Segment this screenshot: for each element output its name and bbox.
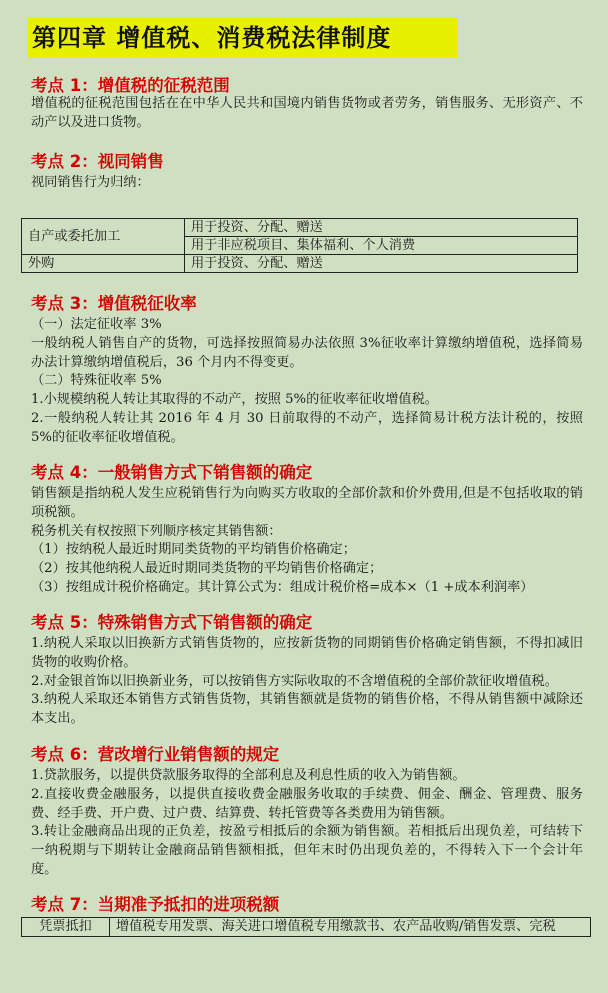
paragraph: 2.一般纳税人转让其 2016 年 4 月 30 日前取得的不动产，选择简易计税方法计税的，按照 5%的征收率征收增值税。 (31, 410, 583, 445)
paragraph: 1.纳税人采取以旧换新方式销售货物的，应按新货物的同期销售价格确定销售额，不得扣减旧货物的收购价格。 (31, 636, 583, 670)
paragraph: 一般纳税人销售自产的货物，可选择按照简易办法依照 3%征收率计算缴纳增值税，选择简易办法计算缴纳增值税后，36 个月内不得变更。 (31, 335, 583, 370)
deemed-sales-table (21, 218, 578, 273)
table-cell: 用于投资、分配、赠送 (185, 219, 578, 237)
section-1-text: 增值税的征税范围包括在在中华人民共和国境内销售货物或者劳务，销售服务、无形资产、不动产以及进口货物。 (31, 96, 583, 130)
paragraph: （2）按其他纳税人最近时期同类货物的平均销售价格确定； (31, 561, 383, 577)
paragraph: （1）按纳税人最近时期同类货物的平均销售价格确定； (31, 542, 356, 558)
paragraph: 1.贷款服务，以提供贷款服务取得的全部利息及利息性质的收入为销售额。 (31, 768, 466, 783)
section-5-heading: 考点 5：特殊销售方式下销售额的确定 (31, 613, 313, 632)
section-5-body (31, 635, 583, 729)
paragraph: 2.直接收费金融服务，以提供直接收费金融服务收取的手续费、佣金、酬金、管理费、服务费、经手费、开户费、过户费、结算费、转托管费等各类费用为销售额。 (31, 786, 583, 821)
paragraph: 2.对金银首饰以旧换新业务，可以按销售方实际收取的不含增值税的全部价款征收增值税。 (31, 673, 558, 689)
section-6-heading: 考点 6：营改增行业销售额的规定 (31, 745, 280, 764)
section-3-heading: 考点 3：增值税征收率 (31, 294, 197, 313)
input-tax-table (21, 917, 591, 937)
table-cell: 用于非应税项目、集体福利、个人消费 (185, 237, 578, 255)
section-6-body (31, 767, 583, 880)
section-4-heading: 考点 4：一般销售方式下销售额的确定 (31, 463, 313, 482)
paragraph: （一）法定征收率 3% (31, 317, 162, 332)
section-3-body (31, 316, 583, 448)
paragraph: 3.纳税人采取还本销售方式销售货物，其销售额就是货物的销售价格，不得从销售额中减除还本支出。 (31, 692, 583, 727)
paragraph: （二）特殊征收率 5% (31, 373, 162, 389)
paragraph: （3）按组成计税价格确定。其计算公式为：组成计税价格=成本×（1 +成本利润率） (31, 579, 534, 595)
table-cell: 自产或委托加工 (22, 219, 185, 255)
section-1-heading: 考点 1：增值税的征税范围 (31, 76, 230, 95)
table-cell: 外购 (22, 255, 185, 273)
paragraph: 3.转让金融商品出现的正负差，按盈亏相抵后的余额为销售额。若相抵后出现负差，可结转下一纳税期与下期转让金融商品销售额相抵，但年末时仍出现负差的，不得转入下一个会计年度。 (31, 824, 583, 877)
section-2-heading: 考点 2：视同销售 (31, 152, 164, 171)
table-cell: 凭票抵扣 (22, 918, 110, 937)
section-2-text: 视同销售行为归纳： (31, 175, 150, 190)
paragraph: 1.小规模纳税人转让其取得的不动产，按照 5%的征收率征收增值税。 (31, 392, 438, 408)
section-7-heading: 考点 7：当期准予抵扣的进项税额 (31, 895, 280, 914)
section-4-body (31, 485, 583, 598)
paragraph: 税务机关有权按照下列顺序核定其销售额： (31, 523, 282, 539)
table-cell: 增值税专用发票、海关进口增值税专用缴款书、农产品收购/销售发票、完税 (110, 918, 591, 937)
table-cell: 用于投资、分配、赠送 (185, 255, 578, 273)
chapter-title: 第四章 增值税、消费税法律制度 (28, 18, 458, 58)
paragraph: 销售额是指纳税人发生应税销售行为向购买方收取的全部价款和价外费用,但是不包括收取的销项税额。 (31, 486, 583, 520)
